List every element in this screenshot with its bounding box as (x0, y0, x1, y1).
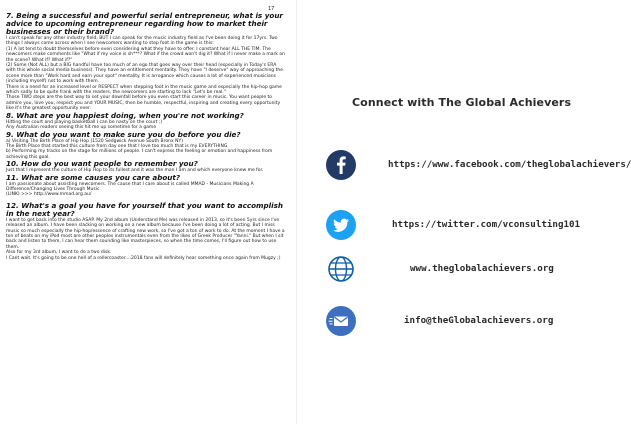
question-heading: 11. What are some causes you care about? (6, 172, 181, 182)
twitter-icon[interactable] (326, 210, 356, 240)
twitter-link-row[interactable] (326, 210, 580, 240)
facebook-url[interactable]: https://www.facebook.com/theglobalachievers/ (388, 159, 631, 170)
answer-paragraph: (LINK) >>> http://www.mmad.org.au/ (6, 192, 92, 198)
left-page (0, 0, 292, 424)
email-address[interactable]: info@theGlobalachievers.org (404, 315, 554, 326)
email-link-row[interactable] (326, 306, 553, 336)
website-link-row[interactable] (326, 254, 554, 284)
question-heading: 8. What are you happiest doing, when you're not working? (6, 110, 244, 120)
email-icon[interactable] (326, 306, 356, 336)
facebook-icon[interactable] (326, 150, 356, 180)
answer-paragraph: I Cant wait. It's going to be one hell of a rollercoaster....2018 fans will definitely hear something once again from Mugzy ;) (6, 255, 281, 261)
answer-paragraph: There is a need for an increased level or RESPECT when stepping foot in the music game and especially the hip-hop game which sadly to be quite frank with the readers, the newcomers are starting to lack "Let's be real." (6, 84, 282, 96)
answer-paragraph: b) Performing my tracks on the stage for millions of people. I can't express the feeling or emotion and happiness from achieving this goal. (6, 149, 273, 160)
answer-paragraph: I want to get back into the studio ASAP. My 2nd album (Understand Me) was released in 2013, so it's been 5yrs since I've released an album. I have been slacking on working on a new album because I've been doing a lot of acting. But I miss music so much especially the hip-hop/essence of crafting new work, so I've got a ton of work to do. At the moment I have a ton of beats on my iPod most are other peoples instrumentals even from the likes of Greek Producer "Yanni." But when I sit back and listen to them, I can hear them sounding like masterpieces, so when the time comes, I'll figure out how to use them. (6, 217, 285, 250)
answer-paragraph: (2) Some (Not ALL) but a BIG handful have too much of an ego that goes way over their head (especially in Today's ERA with this whole social media business). They have an entitlement mentality. They have "I deserve" way of approaching the scene more than "Work hard and earn your spot" mentality. It is arrogance which causes a lot of experienced musicians (including myself) not to work with them. (6, 63, 283, 85)
answer-paragraph: Also for my 3rd album, I want to do a two disk. (6, 250, 112, 256)
question-heading: 12. What's a goal you have for yourself that you want to accomplish in the next year? (6, 200, 283, 218)
question-heading: 9. What do you want to make sure you do before you die? (6, 129, 241, 139)
connect-title: Connect with The Global Achievers (352, 96, 572, 109)
question-heading: 10. How do you want people to remember you? (6, 159, 198, 169)
answer-paragraph: The Birth Place that started this culture from day one that I love too much that is my EVERYTHING (6, 143, 228, 149)
question-heading: 7. Being a successful and powerful serial entrepreneur, what is your advice to upcoming entrepreneur regarding how to market their businesses or their brand? (6, 11, 283, 36)
answer-paragraph: I am passionate about assisting newcomers. The cause that I care about is called MMAD - Musicians Making A Difference/Changing Lives Through Music (6, 181, 254, 192)
answer-paragraph: Hitting the court and playing basketball I can be nasty on the court ;) (6, 119, 163, 125)
facebook-link-row[interactable] (326, 150, 631, 180)
page-number: 17 (268, 6, 275, 12)
twitter-url[interactable]: https://twitter.com/vconsulting101 (392, 219, 581, 230)
page-fold (296, 0, 297, 424)
answer-paragraph: Just that I represent the culture of Hip Hop to its fullest and it was the man I am and which everyone knew me for. (6, 168, 264, 174)
answer-paragraph: Those TWO steps are the best way to set your downfall before you even start this career in music. You want people to admire you, love you, respect you and YOUR MUSIC, then be humble, respectful, inspiring and creating every opportunity like it's the greatest opportunity ever. (6, 95, 281, 112)
answer-paragraph: I can't speak for any other industry field, BUT I can speak for the music industry field as I've been doing it for 17yrs. Two things I always come across when I see newcomers wanting to step foot in the game is this: (6, 36, 278, 47)
globe-icon[interactable] (326, 254, 356, 284)
answer-paragraph: a) Visiting The Birth Place of Hip Hop (1520 Sedgwick Avenue South Bronx NY) (6, 138, 183, 144)
answer-paragraph: Any Australian readers seeing this hit me up sometime for a game (6, 125, 157, 131)
website-url[interactable]: www.theglobalachievers.org (410, 263, 554, 274)
answer-paragraph: (1) A lot tend to doubt themselves before even considering what they have to offer. I constant hear ALL THE TIM. The newcomers make comments like "What if my voice is sh***? What if the crowd won't dig it? What if I never make a mark on the scene? What if? What if?" (6, 46, 286, 63)
right-page (300, 0, 631, 424)
article-column (6, 12, 286, 261)
